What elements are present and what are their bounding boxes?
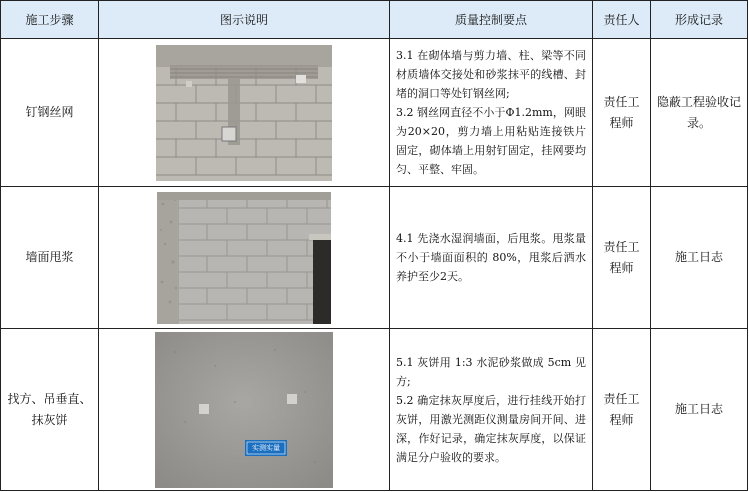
table-row <box>1 39 748 187</box>
responsible-cell <box>593 329 651 491</box>
record-cell <box>651 329 748 491</box>
quality-points-cell <box>390 187 593 329</box>
quality-points-text: 4.1 先浇水湿润墙面，后甩浆。甩浆量不小于墙面面积的 80%，甩浆后洒水养护至少2天。 <box>396 232 586 283</box>
steel-mesh-photo <box>156 45 332 181</box>
wall-spatter-photo <box>157 192 331 324</box>
responsible-cell <box>593 39 651 187</box>
record-text: 隐蔽工程验收记 录。 <box>656 94 741 130</box>
responsible-cell <box>593 187 651 329</box>
photo-cell <box>99 39 390 187</box>
record-text: 施工日志 <box>674 402 723 416</box>
record-cell <box>651 187 748 329</box>
header-illustration: 图示说明 <box>99 1 390 39</box>
header-row <box>1 1 748 39</box>
record-text: 施工日志 <box>674 250 723 264</box>
step-cell: 钉钢丝网 <box>1 39 99 187</box>
responsible-text: 责任工 程师 <box>603 239 640 275</box>
step-cell: 找方、吊垂直、 抹灰饼 <box>1 329 99 491</box>
plaster-cake-photo <box>155 332 333 488</box>
photo-cell <box>99 187 390 329</box>
quality-points-cell <box>390 329 593 491</box>
table-row <box>1 329 748 491</box>
header-responsible: 责任人 <box>593 1 651 39</box>
quality-points-text: 3.1 在砌体墙与剪力墙、柱、梁等不同材质墙体交接处和砂浆抹平的线槽、封堵的洞口等处钉钢丝网; 3.2 钢丝网直径不小于Φ1.2mm，网眼为20×20，剪力墙上用粘贴连接铁片固定，砌体墙上用射钉固定，挂网要均匀、平整、牢固。 <box>396 49 586 176</box>
quality-points-cell <box>390 39 593 187</box>
header-record: 形成记录 <box>651 1 748 39</box>
quality-points-text: 5.1 灰饼用 1:3 水泥砂浆做成 5cm 见方; 5.2 确定抹灰厚度后，进行挂线开始打灰饼，用激光测距仪测量房间开间、进深，作好记录，确定抹灰厚度，以保证满足分户验收的要求。 <box>396 355 586 464</box>
responsible-text: 责任工 程师 <box>603 94 640 130</box>
responsible-text: 责任工 程师 <box>603 391 640 427</box>
measurement-sign-label: 实测实量 <box>252 443 280 452</box>
header-quality-points: 质量控制要点 <box>390 1 593 39</box>
header-step: 施工步骤 <box>1 1 99 39</box>
record-cell <box>651 39 748 187</box>
table-row <box>1 187 748 329</box>
step-cell: 墙面甩浆 <box>1 187 99 329</box>
photo-cell <box>99 329 390 491</box>
